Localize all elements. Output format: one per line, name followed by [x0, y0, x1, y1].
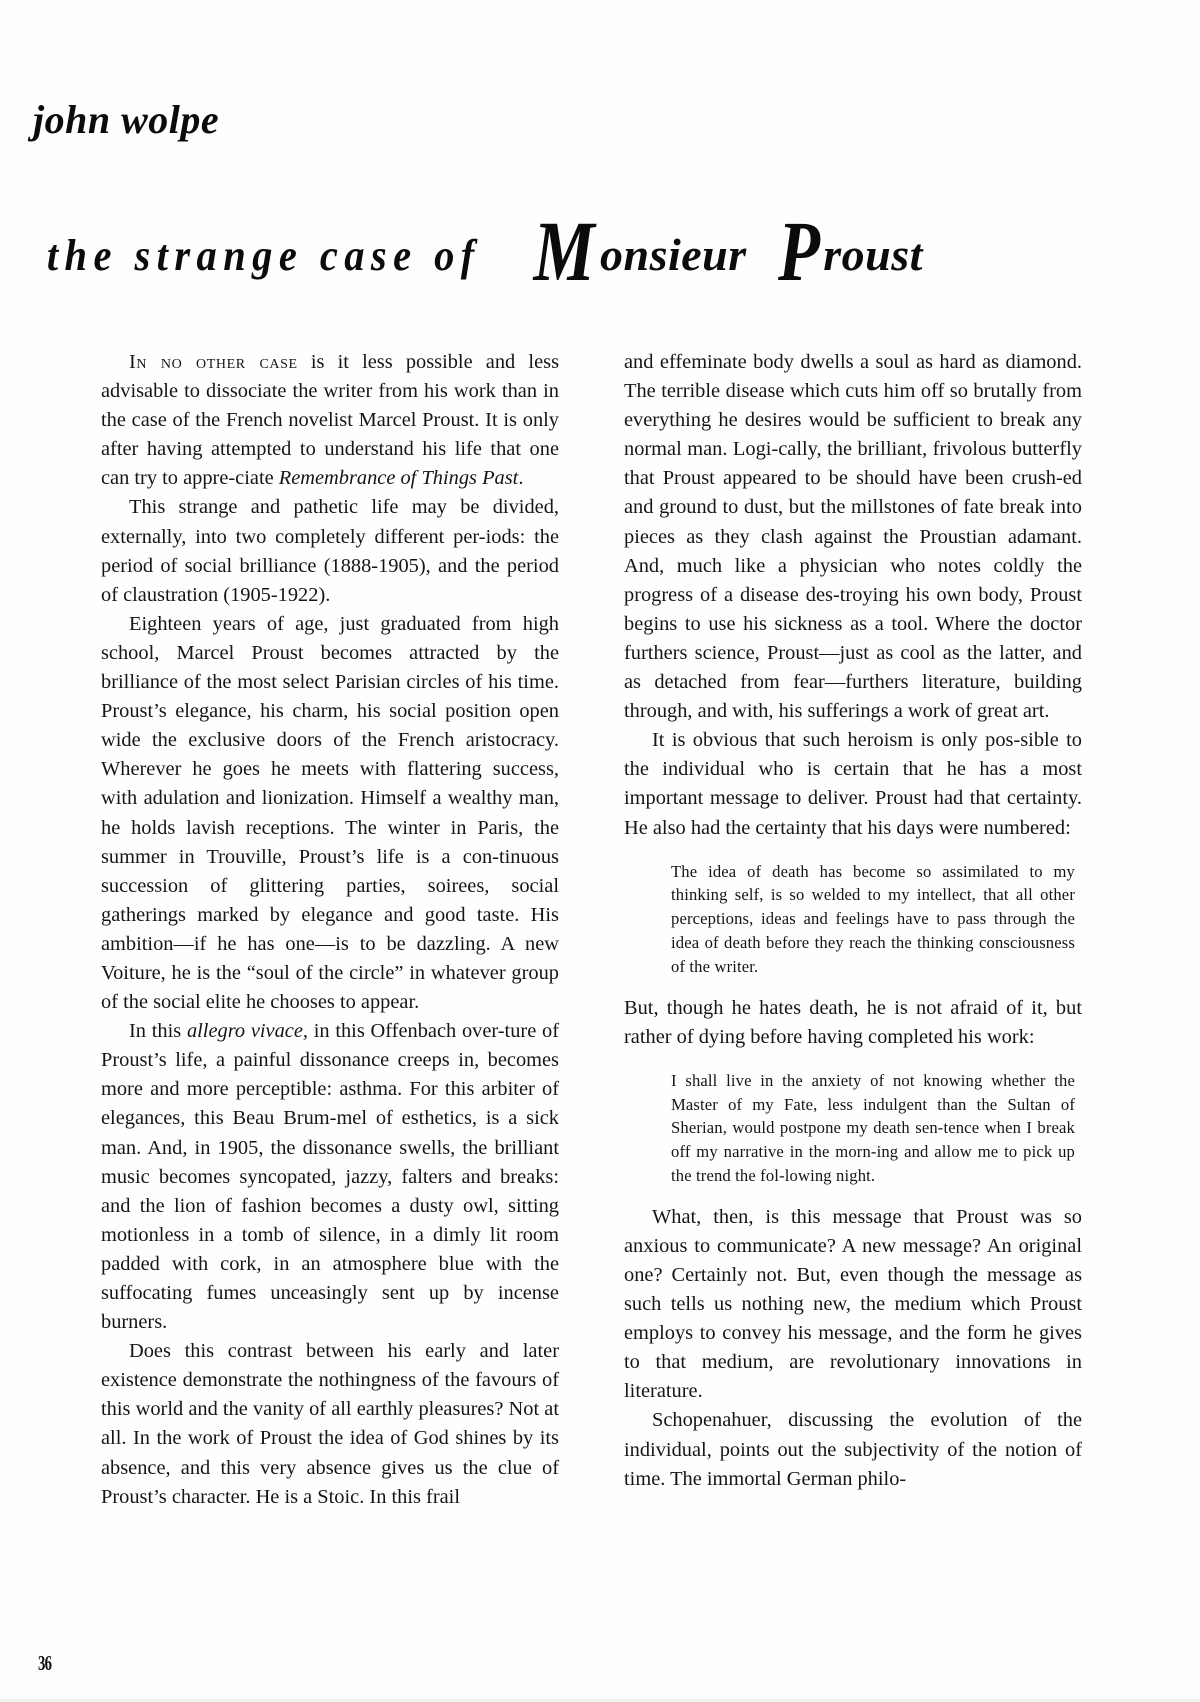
column-right — [624, 348, 1082, 1494]
italic-phrase-allegro-vivace: allegro vivace, — [186, 1020, 308, 1043]
headline-lead-text: the strange case of — [46, 231, 481, 280]
paragraph-social-brilliance: Eighteen years of age, just graduated from high school, Marcel Proust becomes attracted by the brilliance of the most select Parisian circles of his time. Proust’s elegance, his charm, his social position open wide the exclusive doors of the French aristocracy. Wherever he goes he meets with flattering success, with adulation and lionization. Himself a wealthy man, he holds lavish receptions. The winter in Paris, the summer in Trouville, Proust’s life is a con-tinuous succession of glittering parties, soirees, social gatherings marked by elegance and good taste. His ambition—if he has one—is to be dazzling. A new Voiture, he is the “soul of the circle” in whatever group of the social elite he chooses to appear. — [101, 612, 559, 1014]
blockquote-idea-of-death: The idea of death has become so assimilated to my thinking self, is so welded to my intellect, that all other perceptions, ideas and feelings have to pass through the idea of death before they reach the thinking consciousness of the writer. — [671, 861, 1075, 976]
headline-drop-cap-m: M — [532, 203, 593, 299]
headline-word-proust: roust — [823, 229, 923, 280]
author-byline: john wolpe — [33, 97, 220, 142]
column-left — [101, 348, 559, 1512]
opening-small-caps: In no other case — [129, 351, 298, 373]
book-title-remembrance: Remembrance of Things Past — [278, 467, 519, 490]
paragraph-schopenhauer: Schopenahuer, discussing the evolution of the individual, points out the subjectivity of the notion of time. The immortal German philo- — [624, 1409, 1082, 1490]
paragraph-opening-text: is it less possible and less advisable to dissociate the writer from his work than in the case of the French novelist Marcel Proust. It is only after having attempted to understand his life that one can try to appre-ciate — [101, 351, 559, 490]
paragraph-periods: This strange and pathetic life may be divided, externally, into two completely different per-iods: the period of social brilliance (1888-1905), and the period of claustration (1905-1922). — [101, 496, 559, 606]
paragraph-allegro-head: In this — [129, 1020, 187, 1043]
paragraph-continued-diamond: and effeminate body dwells a soul as hard as diamond. The terrible disease which cuts him off so brutally from everything he desires would be sufficient to break any normal man. Logi-cally, the brilliant, frivolous butterfly that Proust appeared to be should have been crush-ed and ground to dust, but the millstones of fate break into pieces as they clash against the Proustian adamant. And, much like a physician who notes coldly the progress of a disease des-troying his own body, Proust begins to use his sickness as a tool. Where the doctor furthers science, Proust—just as cool as the latter, and as detached from fear—furthers literature, building through, and with, his sufferings a work of great art. — [624, 351, 1082, 723]
paragraph-opening — [101, 348, 559, 493]
paragraph-heroism: It is obvious that such heroism is only pos-sible to the individual who is certain that he has a most important message to deliver. Proust had that certainty. He also had the certainty that his days were numbered: — [624, 729, 1082, 839]
paragraph-opening-tail: . — [518, 467, 524, 490]
paragraph-hates-death: But, though he hates death, he is not afraid of it, but rather of dying before having completed his work: — [624, 996, 1082, 1048]
paragraph-allegro — [101, 1017, 559, 1337]
article-headline — [28, 203, 1168, 299]
headline-word-monsieur: onsieur — [600, 229, 747, 280]
paragraph-message: What, then, is this message that Proust was so anxious to communicate? A new message? An original one? Certainly not. But, even though the message as such tells us nothing new, the medium which Proust employs to convey his message, and the form he gives to that medium, are revolutionary innovations in literature. — [624, 1205, 1082, 1403]
page-number: 36 — [38, 1651, 52, 1675]
blockquote-anxiety-master-of-fate: I shall live in the anxiety of not knowing whether the Master of my Fate, less indulgent than the Sultan of Sherian, would postpone my death sen-tence when I break off my narrative in the morn-ing and allow me to pick up the trend the fol-lowing night. — [671, 1070, 1075, 1185]
paragraph-contrast: Does this contrast between his early and later existence demonstrate the nothingness of the favours of this world and the vanity of all earthly pleasures? Not at all. In the work of Proust the idea of God shines by its absence, and this very absence gives us the clue of Proust’s character. He is a Stoic. In this frail — [101, 1340, 559, 1508]
headline-drop-cap-p: P — [777, 203, 819, 299]
paragraph-allegro-text: in this Offenbach over-ture of Proust’s life, a painful dissonance creeps in, becomes more and more perceptible: asthma. For this arbiter of elegances, this Beau Brum-mel of esthetics, is a sick man. And, in 1905, the dissonance swells, the brilliant music becomes syncopated, jazzy, falters and breaks: and the lion of fashion becomes a dusty owl, sitting motionless in a tomb of silence, in a dimly lit room padded with cork, in an atmosphere blue with the suffocating fumes unceasingly sent up by incense burners. — [101, 1020, 559, 1334]
